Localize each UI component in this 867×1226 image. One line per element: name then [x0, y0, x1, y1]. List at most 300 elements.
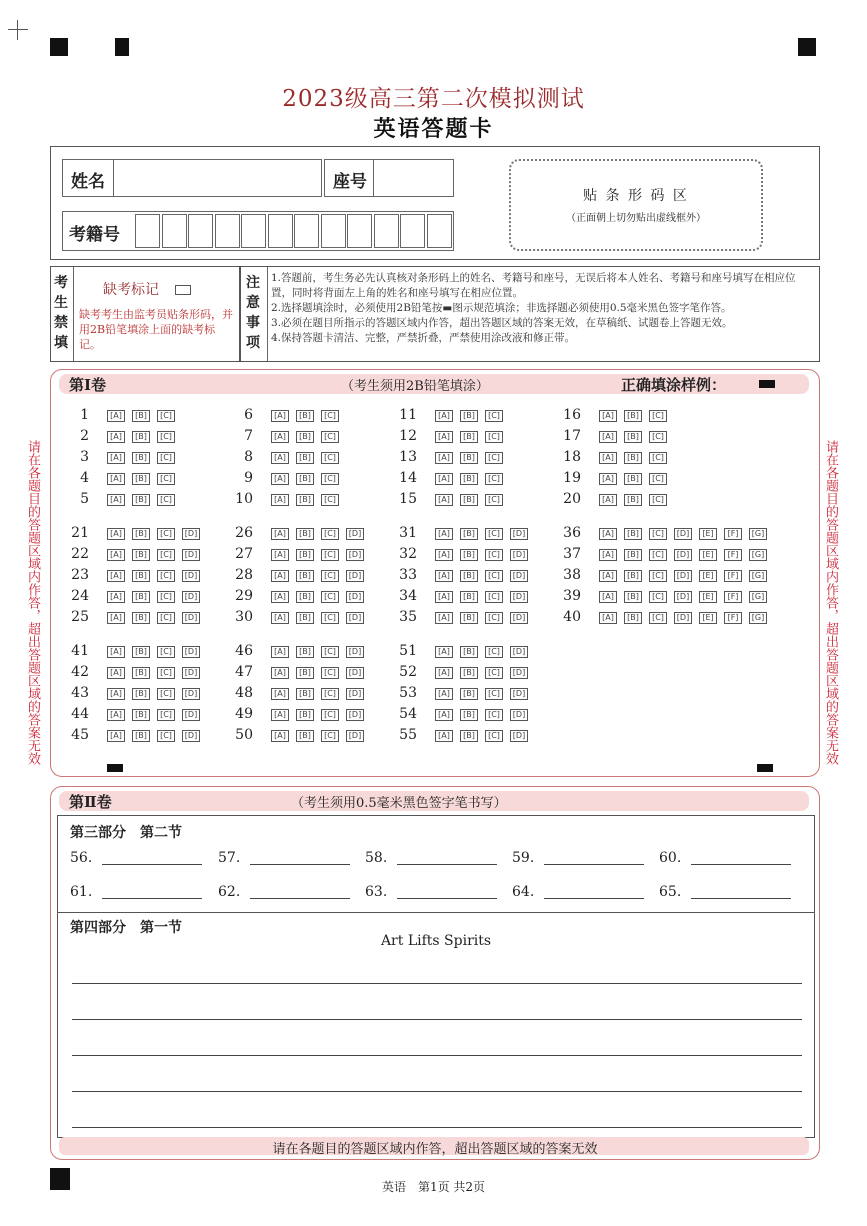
- answer-bubble[interactable]: [D]: [346, 549, 364, 561]
- answer-bubble[interactable]: [C]: [157, 591, 175, 603]
- answer-bubble[interactable]: [B]: [132, 667, 150, 679]
- answer-bubble[interactable]: [D]: [510, 591, 528, 603]
- section4-title: 第四部分 第一节: [70, 920, 182, 936]
- answer-bubble[interactable]: [A]: [435, 431, 453, 443]
- exam-number-digit-cell[interactable]: [400, 214, 425, 248]
- answer-bubble[interactable]: [A]: [599, 528, 617, 540]
- answer-bubble[interactable]: [C]: [485, 612, 503, 624]
- answer-bubble[interactable]: [D]: [510, 549, 528, 561]
- blank-line[interactable]: [691, 898, 791, 899]
- question-number: 29: [235, 588, 253, 604]
- answer-bubble[interactable]: [B]: [132, 410, 150, 422]
- notice-item: 1.答题前，考生务必先认真核对条形码上的姓名、考籍号和座号，无误后将本人姓名、考籍号和座号填写在相应位置，同时将背面左上角的姓名和座号填写在相应位置。: [271, 272, 796, 299]
- absent-mark-box[interactable]: [175, 285, 191, 295]
- answer-bubble[interactable]: [B]: [296, 646, 314, 658]
- answer-bubble[interactable]: [A]: [107, 410, 125, 422]
- answer-bubble[interactable]: [B]: [460, 667, 478, 679]
- part1-hint: （考生须用2B铅笔填涂）: [341, 379, 489, 394]
- question-number: 22: [71, 546, 89, 562]
- answer-bubble[interactable]: [C]: [321, 591, 339, 603]
- question-number: 40: [563, 609, 581, 625]
- blank-line[interactable]: [544, 898, 644, 899]
- answer-bubble[interactable]: [C]: [485, 528, 503, 540]
- answer-bubble[interactable]: [C]: [157, 646, 175, 658]
- answer-bubble[interactable]: [E]: [699, 528, 717, 540]
- writing-line[interactable]: [72, 1055, 802, 1056]
- answer-bubble[interactable]: [B]: [296, 431, 314, 443]
- answer-bubble[interactable]: [C]: [157, 473, 175, 485]
- question-number: 15: [399, 491, 417, 507]
- exam-number-digit-cell[interactable]: [321, 214, 346, 248]
- answer-bubble[interactable]: [A]: [107, 709, 125, 721]
- blank-line[interactable]: [397, 898, 497, 899]
- exam-number-digit-cell[interactable]: [268, 214, 293, 248]
- answer-bubble[interactable]: [A]: [271, 494, 289, 506]
- answer-bubble[interactable]: [D]: [674, 528, 692, 540]
- blank-line[interactable]: [691, 864, 791, 865]
- answer-bubble[interactable]: [D]: [510, 646, 528, 658]
- answer-bubble[interactable]: [C]: [485, 494, 503, 506]
- notice-side-label: 注意事项: [246, 275, 260, 351]
- question-number: 33: [399, 567, 417, 583]
- answer-bubble[interactable]: [D]: [346, 528, 364, 540]
- answer-bubble[interactable]: [C]: [649, 431, 667, 443]
- answer-bubble[interactable]: [B]: [296, 612, 314, 624]
- answer-bubble[interactable]: [B]: [296, 452, 314, 464]
- answer-bubble[interactable]: [A]: [435, 709, 453, 721]
- answer-bubble[interactable]: [B]: [624, 410, 642, 422]
- answer-bubble[interactable]: [A]: [107, 473, 125, 485]
- question-number: 13: [399, 449, 417, 465]
- answer-bubble[interactable]: [B]: [296, 570, 314, 582]
- question-number: 44: [71, 706, 89, 722]
- answer-bubble[interactable]: [G]: [749, 549, 767, 561]
- answer-bubble[interactable]: [G]: [749, 570, 767, 582]
- exam-number-digit-cell[interactable]: [347, 214, 372, 248]
- question-number: 21: [71, 525, 89, 541]
- answer-bubble[interactable]: [E]: [699, 612, 717, 624]
- answer-bubble[interactable]: [D]: [346, 646, 364, 658]
- question-number: 5: [80, 491, 89, 507]
- answer-bubble[interactable]: [A]: [271, 431, 289, 443]
- answer-bubble[interactable]: [A]: [599, 494, 617, 506]
- answer-bubble[interactable]: [A]: [107, 688, 125, 700]
- answer-bubble[interactable]: [C]: [321, 667, 339, 679]
- question-number: 27: [235, 546, 253, 562]
- answer-bubble[interactable]: [D]: [346, 591, 364, 603]
- answer-bubble[interactable]: [A]: [435, 494, 453, 506]
- seat-field[interactable]: [324, 159, 454, 197]
- answer-bubble[interactable]: [B]: [132, 688, 150, 700]
- answer-bubble[interactable]: [C]: [157, 452, 175, 464]
- answer-bubble[interactable]: [D]: [510, 730, 528, 742]
- exam-number-digit-cell[interactable]: [162, 214, 187, 248]
- answer-bubble[interactable]: [C]: [157, 667, 175, 679]
- blank-number: 62.: [218, 884, 241, 900]
- answer-bubble[interactable]: [C]: [485, 709, 503, 721]
- question-number: 16: [563, 407, 581, 423]
- blank-number: 58.: [365, 850, 388, 866]
- question-number: 31: [399, 525, 417, 541]
- answer-bubble[interactable]: [A]: [599, 549, 617, 561]
- answer-bubble[interactable]: [D]: [346, 667, 364, 679]
- answer-bubble[interactable]: [D]: [182, 709, 200, 721]
- answer-bubble[interactable]: [C]: [321, 612, 339, 624]
- answer-bubble[interactable]: [B]: [296, 688, 314, 700]
- answer-bubble[interactable]: [B]: [132, 549, 150, 561]
- answer-bubble[interactable]: [B]: [296, 591, 314, 603]
- answer-bubble[interactable]: [C]: [649, 452, 667, 464]
- answer-bubble[interactable]: [B]: [460, 431, 478, 443]
- exam-number-digit-cell[interactable]: [427, 214, 452, 248]
- writing-line[interactable]: [72, 983, 802, 984]
- question-number: 37: [563, 546, 581, 562]
- answer-bubble[interactable]: [C]: [321, 431, 339, 443]
- answer-bubble[interactable]: [D]: [182, 570, 200, 582]
- question-number: 23: [71, 567, 89, 583]
- answer-bubble[interactable]: [B]: [132, 612, 150, 624]
- answer-bubble[interactable]: [B]: [624, 591, 642, 603]
- blank-line[interactable]: [544, 864, 644, 865]
- answer-bubble[interactable]: [B]: [132, 528, 150, 540]
- answer-bubble[interactable]: [A]: [107, 730, 125, 742]
- answer-bubble[interactable]: [B]: [132, 494, 150, 506]
- blank-number: 63.: [365, 884, 388, 900]
- answer-bubble[interactable]: [D]: [346, 688, 364, 700]
- answer-bubble[interactable]: [D]: [182, 549, 200, 561]
- barcode-title: 贴 条 形 码 区: [583, 188, 689, 204]
- answer-bubble[interactable]: [B]: [296, 410, 314, 422]
- question-number: 1: [80, 407, 89, 423]
- answer-bubble[interactable]: [A]: [271, 549, 289, 561]
- writing-line[interactable]: [72, 1091, 802, 1092]
- answer-bubble[interactable]: [C]: [485, 667, 503, 679]
- answer-bubble[interactable]: [C]: [485, 688, 503, 700]
- answer-bubble[interactable]: [A]: [435, 612, 453, 624]
- answer-bubble[interactable]: [F]: [724, 591, 742, 603]
- answer-bubble[interactable]: [C]: [321, 570, 339, 582]
- answer-bubble[interactable]: [A]: [107, 591, 125, 603]
- answer-bubble[interactable]: [A]: [271, 709, 289, 721]
- answer-bubble[interactable]: [A]: [271, 452, 289, 464]
- writing-line[interactable]: [72, 1127, 802, 1128]
- notice-item: 2.选择题填涂时，必须使用2B铅笔按▬图示规范填涂；非选择题必须使用0.5毫米黑色签字笔作答。: [271, 302, 732, 314]
- question-number: 48: [235, 685, 253, 701]
- answer-bubble[interactable]: [D]: [346, 570, 364, 582]
- answer-bubble[interactable]: [D]: [510, 612, 528, 624]
- absent-mark-label: 缺考标记: [103, 282, 159, 298]
- answer-bubble[interactable]: [B]: [460, 646, 478, 658]
- answer-bubble[interactable]: [F]: [724, 549, 742, 561]
- exam-number-digit-cell[interactable]: [374, 214, 399, 248]
- answer-bubble[interactable]: [A]: [435, 688, 453, 700]
- writing-line[interactable]: [72, 1019, 802, 1020]
- answer-bubble[interactable]: [A]: [435, 730, 453, 742]
- answer-bubble[interactable]: [C]: [649, 549, 667, 561]
- answer-bubble[interactable]: [E]: [699, 570, 717, 582]
- answer-bubble[interactable]: [B]: [460, 549, 478, 561]
- answer-bubble[interactable]: [C]: [649, 410, 667, 422]
- blank-line[interactable]: [102, 898, 202, 899]
- answer-bubble[interactable]: [B]: [132, 709, 150, 721]
- answer-bubble[interactable]: [C]: [321, 549, 339, 561]
- answer-bubble[interactable]: [B]: [132, 473, 150, 485]
- answer-bubble[interactable]: [A]: [271, 410, 289, 422]
- answer-bubble[interactable]: [C]: [649, 473, 667, 485]
- answer-bubble[interactable]: [C]: [649, 528, 667, 540]
- answer-bubble[interactable]: [D]: [510, 667, 528, 679]
- answer-bubble[interactable]: [C]: [157, 688, 175, 700]
- blank-number: 57.: [218, 850, 241, 866]
- answer-bubble[interactable]: [B]: [460, 570, 478, 582]
- answer-bubble[interactable]: [B]: [624, 473, 642, 485]
- answer-bubble[interactable]: [D]: [510, 688, 528, 700]
- answer-bubble[interactable]: [F]: [724, 570, 742, 582]
- answer-bubble[interactable]: [D]: [182, 528, 200, 540]
- answer-bubble[interactable]: [A]: [435, 646, 453, 658]
- answer-bubble[interactable]: [C]: [157, 528, 175, 540]
- answer-bubble[interactable]: [B]: [460, 473, 478, 485]
- answer-bubble[interactable]: [A]: [271, 730, 289, 742]
- exam-number-digit-cell[interactable]: [215, 214, 240, 248]
- answer-bubble[interactable]: [B]: [460, 730, 478, 742]
- answer-bubble[interactable]: [B]: [460, 452, 478, 464]
- notice-box: [240, 266, 820, 362]
- answer-bubble[interactable]: [C]: [157, 494, 175, 506]
- answer-bubble[interactable]: [E]: [699, 549, 717, 561]
- answer-bubble[interactable]: [E]: [699, 591, 717, 603]
- answer-bubble[interactable]: [C]: [321, 410, 339, 422]
- exam-number-digit-cell[interactable]: [241, 214, 266, 248]
- fill-sample-label: 正确填涂样例：: [621, 376, 727, 394]
- answer-bubble[interactable]: [C]: [157, 730, 175, 742]
- part1-label: 第Ⅰ卷: [69, 376, 107, 394]
- answer-bubble[interactable]: [A]: [435, 410, 453, 422]
- answer-bubble[interactable]: [B]: [624, 549, 642, 561]
- answer-bubble[interactable]: [A]: [271, 612, 289, 624]
- answer-bubble[interactable]: [C]: [649, 570, 667, 582]
- answer-bubble[interactable]: [A]: [599, 452, 617, 464]
- answer-bubble[interactable]: [C]: [321, 709, 339, 721]
- side-warning-right: 请在各题目的答题区域内作答，超出答题区域的答案无效: [823, 440, 838, 765]
- answer-bubble[interactable]: [A]: [107, 452, 125, 464]
- answer-bubble[interactable]: [D]: [674, 612, 692, 624]
- answer-bubble[interactable]: [D]: [510, 528, 528, 540]
- answer-bubble[interactable]: [C]: [485, 410, 503, 422]
- blank-number: 59.: [512, 850, 535, 866]
- blank-line[interactable]: [250, 898, 350, 899]
- answer-bubble[interactable]: [C]: [485, 473, 503, 485]
- answer-bubble[interactable]: [A]: [435, 452, 453, 464]
- answer-bubble[interactable]: [A]: [107, 528, 125, 540]
- answer-bubble[interactable]: [B]: [132, 431, 150, 443]
- answer-bubble[interactable]: [B]: [460, 410, 478, 422]
- answer-bubble[interactable]: [B]: [624, 570, 642, 582]
- answer-bubble[interactable]: [C]: [321, 688, 339, 700]
- answer-bubble[interactable]: [A]: [107, 667, 125, 679]
- answer-bubble[interactable]: [A]: [107, 570, 125, 582]
- answer-bubble[interactable]: [A]: [435, 528, 453, 540]
- blank-number: 56.: [70, 850, 93, 866]
- answer-bubble[interactable]: [A]: [107, 494, 125, 506]
- answer-bubble[interactable]: [C]: [157, 431, 175, 443]
- answer-bubble[interactable]: [B]: [296, 473, 314, 485]
- answer-bubble[interactable]: [B]: [132, 570, 150, 582]
- question-number: 24: [71, 588, 89, 604]
- crosshair-icon: [8, 20, 28, 40]
- answer-bubble[interactable]: [B]: [460, 612, 478, 624]
- blank-line[interactable]: [250, 864, 350, 865]
- answer-bubble[interactable]: [A]: [435, 473, 453, 485]
- question-number: 32: [399, 546, 417, 562]
- question-number: 11: [399, 407, 417, 423]
- answer-bubble[interactable]: [B]: [296, 667, 314, 679]
- answer-bubble[interactable]: [A]: [271, 528, 289, 540]
- question-number: 42: [71, 664, 89, 680]
- answer-bubble[interactable]: [C]: [321, 528, 339, 540]
- answer-bubble[interactable]: [G]: [749, 528, 767, 540]
- answer-bubble[interactable]: [A]: [107, 646, 125, 658]
- answer-bubble[interactable]: [D]: [182, 730, 200, 742]
- answer-bubble[interactable]: [C]: [485, 431, 503, 443]
- answer-bubble[interactable]: [D]: [346, 612, 364, 624]
- answer-bubble[interactable]: [G]: [749, 612, 767, 624]
- seat-label: 座号: [333, 172, 367, 192]
- question-number: 35: [399, 609, 417, 625]
- answer-bubble[interactable]: [A]: [599, 612, 617, 624]
- exam-number-field[interactable]: [62, 211, 454, 251]
- blank-number: 60.: [659, 850, 682, 866]
- answer-bubble[interactable]: [B]: [296, 528, 314, 540]
- answer-bubble[interactable]: [A]: [599, 410, 617, 422]
- answer-bubble[interactable]: [B]: [460, 709, 478, 721]
- answer-bubble[interactable]: [D]: [182, 612, 200, 624]
- answer-bubble[interactable]: [C]: [485, 570, 503, 582]
- question-number: 18: [563, 449, 581, 465]
- answer-bubble[interactable]: [A]: [271, 688, 289, 700]
- question-number: 26: [235, 525, 253, 541]
- answer-bubble[interactable]: [C]: [485, 452, 503, 464]
- answer-bubble[interactable]: [B]: [296, 494, 314, 506]
- answer-bubble[interactable]: [C]: [321, 730, 339, 742]
- answer-bubble[interactable]: [F]: [724, 612, 742, 624]
- answer-bubble[interactable]: [D]: [510, 570, 528, 582]
- answer-bubble[interactable]: [C]: [649, 591, 667, 603]
- exam-number-digit-cell[interactable]: [135, 214, 160, 248]
- answer-bubble[interactable]: [C]: [321, 452, 339, 464]
- answer-bubble[interactable]: [C]: [649, 494, 667, 506]
- answer-bubble[interactable]: [B]: [624, 528, 642, 540]
- answer-bubble[interactable]: [B]: [624, 452, 642, 464]
- answer-bubble[interactable]: [D]: [674, 591, 692, 603]
- answer-bubble[interactable]: [A]: [271, 591, 289, 603]
- answer-bubble[interactable]: [C]: [485, 730, 503, 742]
- answer-bubble[interactable]: [B]: [460, 591, 478, 603]
- blank-line[interactable]: [397, 864, 497, 865]
- answer-bubble[interactable]: [C]: [485, 646, 503, 658]
- question-number: 9: [244, 470, 253, 486]
- answer-bubble[interactable]: [C]: [157, 410, 175, 422]
- answer-bubble[interactable]: [B]: [624, 431, 642, 443]
- exam-number-digit-cell[interactable]: [188, 214, 213, 248]
- answer-bubble[interactable]: [C]: [485, 591, 503, 603]
- notice-item: 3.必须在题目所指示的答题区域内作答，超出答题区域的答案无效，在草稿纸、试题卷上答题无效。: [271, 317, 733, 329]
- answer-bubble[interactable]: [A]: [599, 431, 617, 443]
- answer-bubble[interactable]: [D]: [510, 709, 528, 721]
- exam-number-digit-cell[interactable]: [294, 214, 319, 248]
- answer-bubble[interactable]: [B]: [132, 452, 150, 464]
- answer-bubble[interactable]: [B]: [132, 646, 150, 658]
- question-number: 43: [71, 685, 89, 701]
- answer-bubble[interactable]: [G]: [749, 591, 767, 603]
- answer-bubble[interactable]: [A]: [599, 473, 617, 485]
- answer-bubble[interactable]: [B]: [132, 591, 150, 603]
- answer-bubble[interactable]: [D]: [182, 688, 200, 700]
- answer-bubble[interactable]: [B]: [624, 494, 642, 506]
- answer-bubble[interactable]: [C]: [157, 612, 175, 624]
- answer-bubble[interactable]: [D]: [346, 709, 364, 721]
- timing-mark: [107, 764, 123, 772]
- answer-bubble[interactable]: [A]: [107, 612, 125, 624]
- answer-bubble[interactable]: [B]: [296, 549, 314, 561]
- answer-bubble[interactable]: [A]: [435, 667, 453, 679]
- answer-bubble[interactable]: [A]: [271, 570, 289, 582]
- answer-bubble[interactable]: [A]: [271, 667, 289, 679]
- answer-bubble[interactable]: [D]: [182, 667, 200, 679]
- answer-bubble[interactable]: [B]: [132, 730, 150, 742]
- answer-bubble[interactable]: [B]: [460, 494, 478, 506]
- answer-bubble[interactable]: [A]: [435, 549, 453, 561]
- answer-bubble[interactable]: [B]: [296, 709, 314, 721]
- answer-bubble[interactable]: [A]: [107, 549, 125, 561]
- answer-bubble[interactable]: [A]: [107, 431, 125, 443]
- name-field[interactable]: [62, 159, 322, 197]
- answer-bubble[interactable]: [A]: [271, 646, 289, 658]
- answer-bubble[interactable]: [A]: [435, 591, 453, 603]
- page-title: 2023级高三第二次模拟测试: [282, 86, 585, 112]
- answer-bubble[interactable]: [A]: [599, 570, 617, 582]
- question-number: 51: [399, 643, 417, 659]
- answer-bubble[interactable]: [C]: [157, 709, 175, 721]
- answer-bubble[interactable]: [F]: [724, 528, 742, 540]
- answer-bubble[interactable]: [D]: [674, 570, 692, 582]
- question-number: 47: [235, 664, 253, 680]
- blank-line[interactable]: [102, 864, 202, 865]
- answer-bubble[interactable]: [C]: [321, 494, 339, 506]
- answer-bubble[interactable]: [A]: [599, 591, 617, 603]
- answer-bubble[interactable]: [C]: [157, 549, 175, 561]
- answer-bubble[interactable]: [C]: [321, 473, 339, 485]
- answer-bubble[interactable]: [B]: [460, 528, 478, 540]
- question-number: 28: [235, 567, 253, 583]
- answer-bubble[interactable]: [A]: [435, 570, 453, 582]
- part2-label: 第Ⅱ卷: [69, 793, 112, 811]
- answer-bubble[interactable]: [C]: [157, 570, 175, 582]
- question-number: 7: [244, 428, 253, 444]
- answer-bubble[interactable]: [D]: [674, 549, 692, 561]
- answer-bubble[interactable]: [B]: [296, 730, 314, 742]
- answer-bubble[interactable]: [A]: [271, 473, 289, 485]
- notice-item: 4.保持答题卡清洁、完整，严禁折叠，严禁使用涂改液和修正带。: [271, 332, 576, 344]
- answer-bubble[interactable]: [D]: [182, 591, 200, 603]
- answer-bubble[interactable]: [B]: [460, 688, 478, 700]
- answer-bubble[interactable]: [C]: [649, 612, 667, 624]
- answer-bubble[interactable]: [C]: [485, 549, 503, 561]
- answer-bubble[interactable]: [B]: [624, 612, 642, 624]
- answer-bubble[interactable]: [C]: [321, 646, 339, 658]
- answer-bubble[interactable]: [D]: [182, 646, 200, 658]
- answer-bubble[interactable]: [D]: [346, 730, 364, 742]
